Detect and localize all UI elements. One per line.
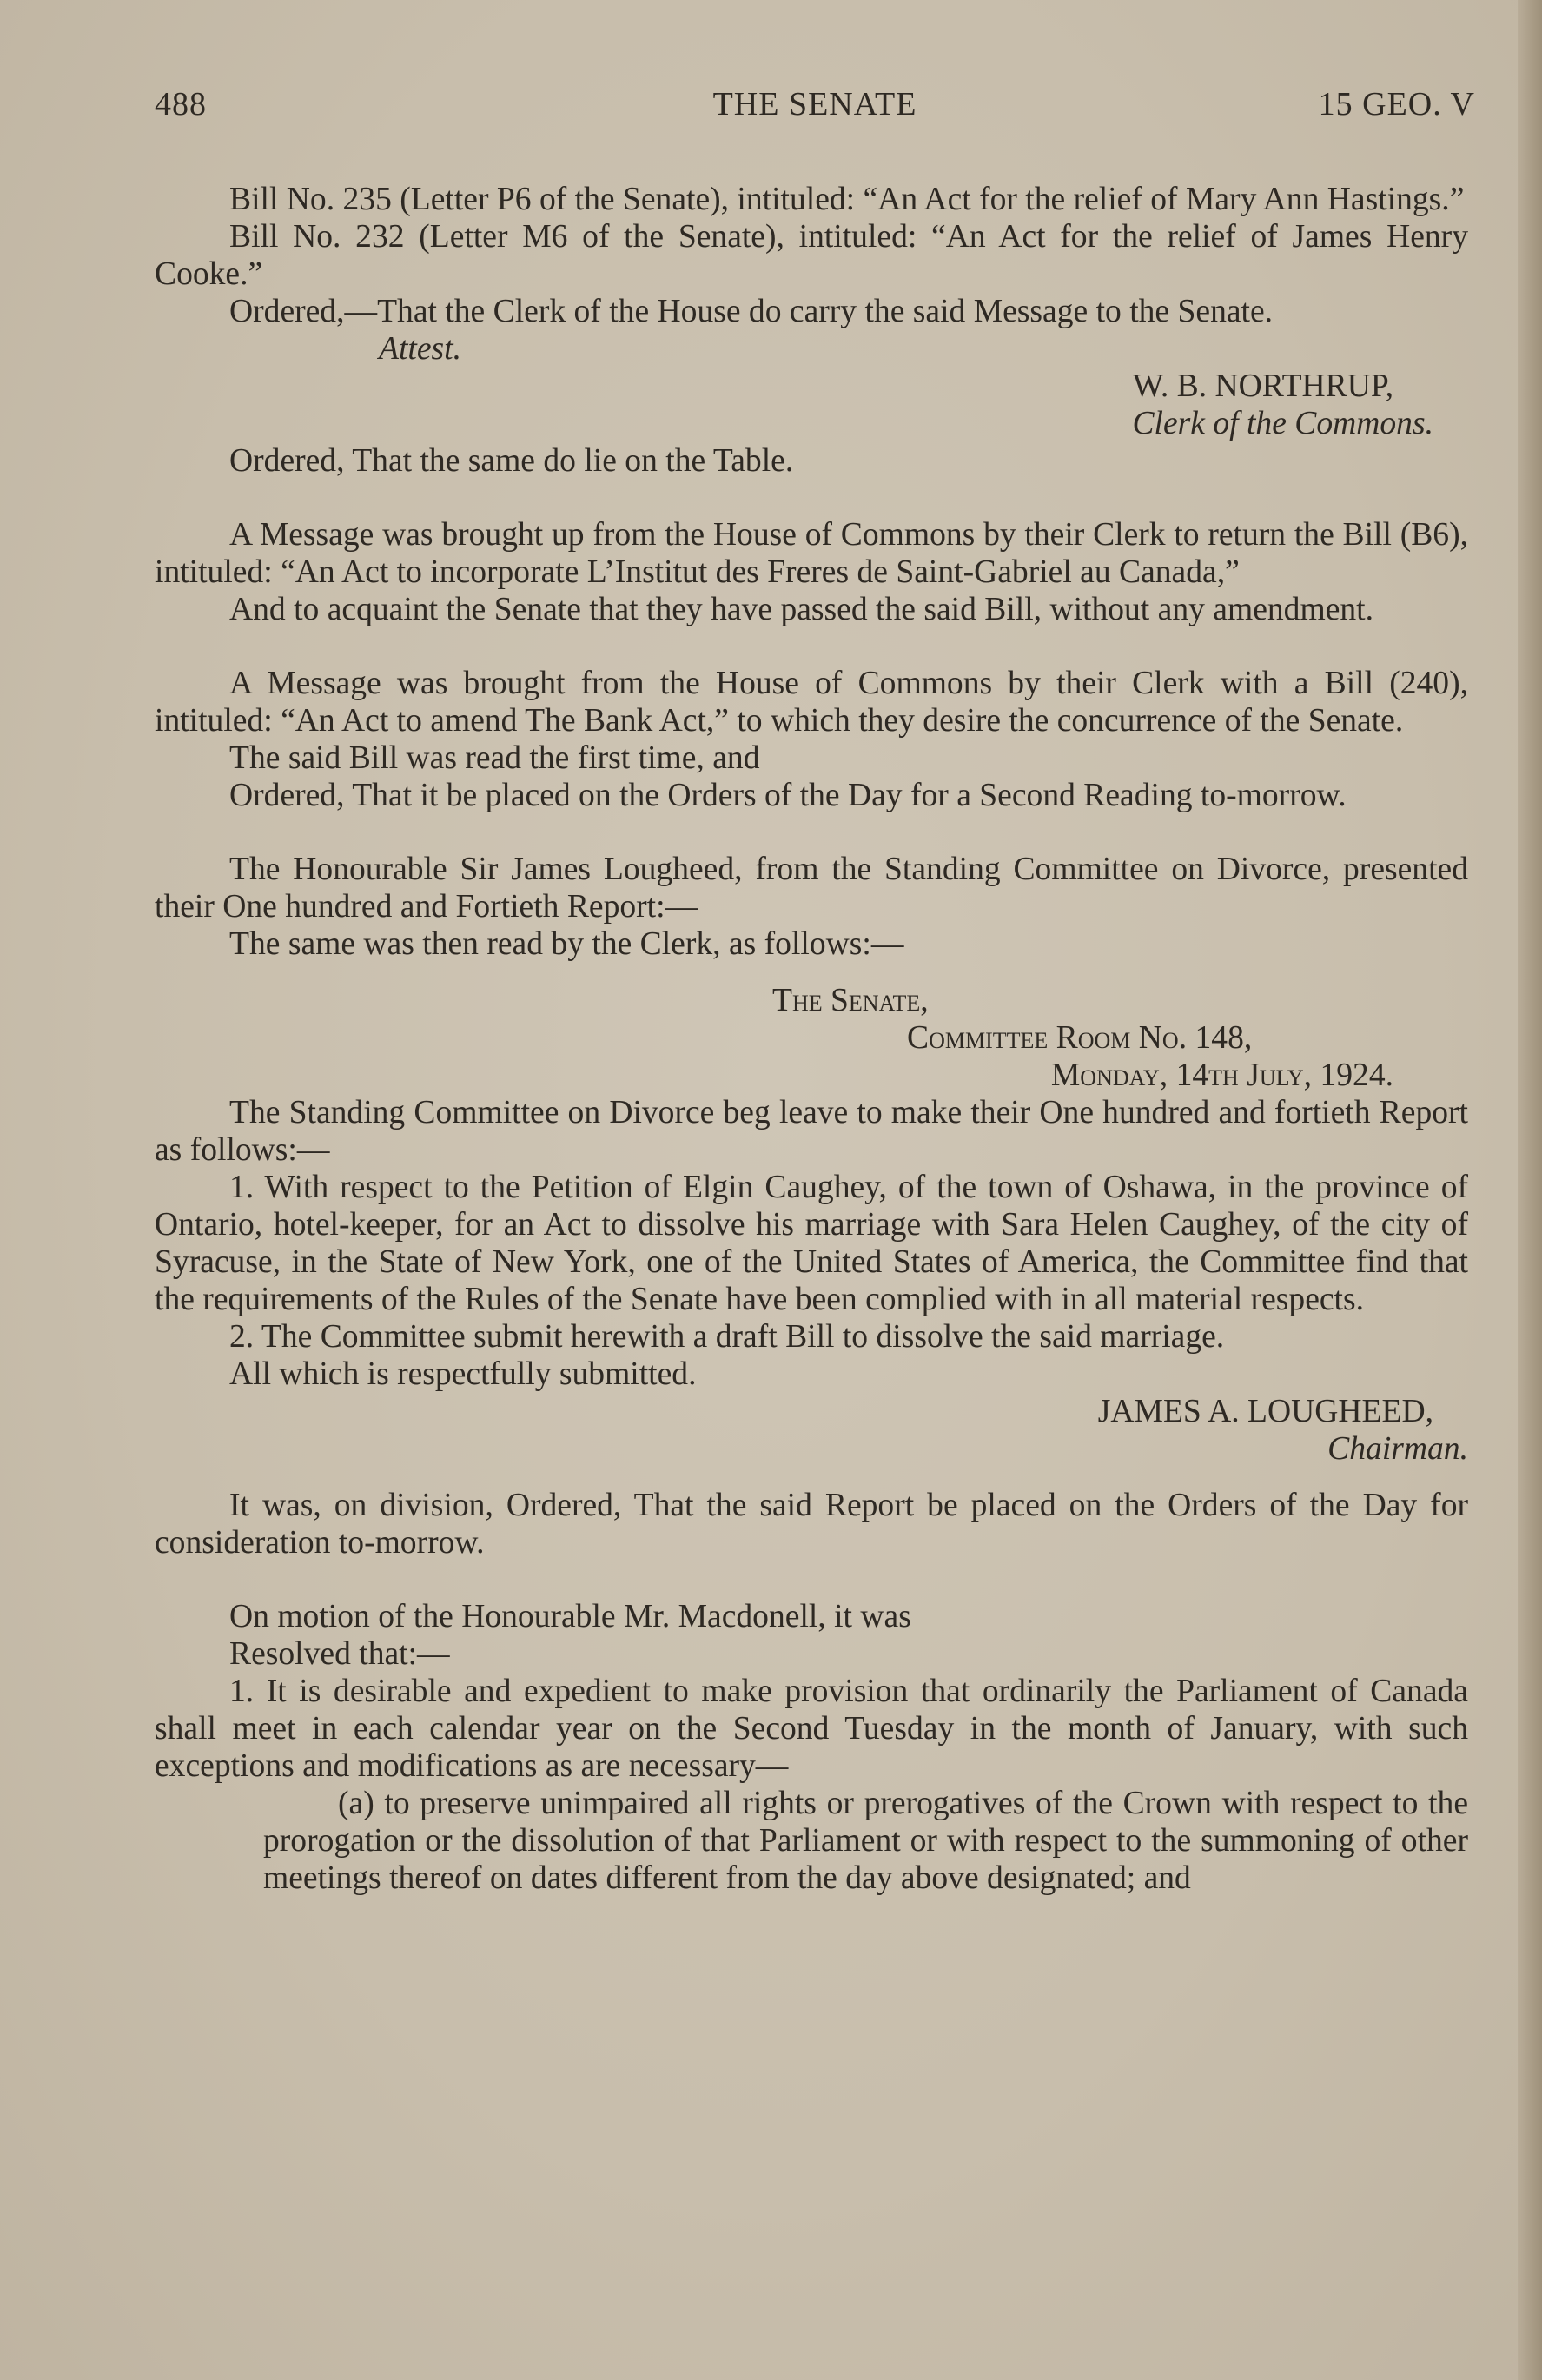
attest-label: Attest. [379,331,461,367]
signature-name-northrup: W. B. NORTHRUP, [1132,368,1393,404]
paragraph-lougheed-present: The Honourable Sir James Lougheed, from the Standing Committee on Divorce, presented their One hundred and Fortieth Report:— [155,852,1468,925]
paragraph-second-reading: Ordered, That it be placed on the Orders of the Day for a Second Reading to-morrow. [229,778,1347,813]
signature-title-chairman: Chairman. [1327,1431,1468,1467]
paragraph-bill-232: Bill No. 232 (Letter M6 of the Senate), intituled: “An Act for the relief of James Henry Cooke.” [155,219,1468,292]
address-date: Monday, 14th July, 1924. [1050,1057,1393,1093]
paragraph-read-by-clerk: The same was then read by the Clerk, as follows:— [229,926,904,962]
report-item-2: 2. The Committee submit herewith a draft Bill to dissolve the said marriage. [229,1319,1225,1355]
resolution-item-1: 1. It is desirable and expedient to make provision that ordinarily the Parliament of Canada shall meet in each calendar year on the Second Tuesday in the month of January, with such exceptions and modifications as are necessary— [155,1674,1468,1784]
paragraph-submitted: All which is respectfully submitted. [229,1356,697,1392]
header-session: 15 GEO. V [1318,86,1475,123]
paragraph-ordered-table: Ordered, That the same do lie on the Table. [229,443,794,479]
paragraph-ordered-clerk: Ordered,—That the Clerk of the House do carry the said Message to the Senate. [229,294,1274,329]
page-body [155,181,1468,1897]
paragraph-first-time: The said Bill was read the first time, and [229,740,760,776]
paragraph-acquaint: And to acquaint the Senate that they have passed the said Bill, without any amendment. [229,592,1373,627]
address-senate: The Senate, [772,983,929,1018]
report-item-1: 1. With respect to the Petition of Elgin Caughey, of the town of Oshawa, in the province of Ontario, hotel-keeper, for an Act to dissolve his marriage with Sara Helen Caughey, of the city of Syracuse, in the State of New York, one of the United States of America, the Committee find that the requirements of the Rules of the Senate have been complied with in all material respects. [155,1170,1468,1317]
running-header [155,85,1475,129]
paragraph-resolved: Resolved that:— [229,1636,450,1672]
header-title: THE SENATE [712,86,917,123]
paragraph-on-division: It was, on division, Ordered, That the said Report be placed on the Orders of the Day for consideration to-morrow. [155,1488,1468,1561]
paragraph-bill-235: Bill No. 235 (Letter P6 of the Senate), intituled: “An Act for the relief of Mary Ann Hastings.” [229,182,1465,217]
paragraph-message-240: A Message was brought from the House of Commons by their Clerk with a Bill (240), intituled: “An Act to amend The Bank Act,” to which they desire the concurrence of the Senate. [155,666,1468,739]
resolution-item-1a: (a) to preserve unimpaired all rights or prerogatives of the Crown with respect to the prorogation or the dissolution of that Parliament or with respect to the summoning of other meetings thereof on dates different from the day above designated; and [263,1786,1468,1896]
signature-title-clerk: Clerk of the Commons. [1132,406,1433,441]
paragraph-motion: On motion of the Honourable Mr. Macdonell, it was [229,1599,911,1634]
page-number: 488 [155,86,207,123]
signature-name-lougheed: JAMES A. LOUGHEED, [1097,1394,1433,1429]
paragraph-message-b6: A Message was brought up from the House of Commons by their Clerk to return the Bill (B6), intituled: “An Act to incorporate L’Institut des Freres de Saint-Gabriel au Canada,” [155,517,1468,590]
page-edge [1518,0,1542,2380]
paragraph-committee-intro: The Standing Committee on Divorce beg leave to make their One hundred and fortieth Report as follows:— [155,1095,1468,1168]
address-committee-room: Committee Room No. 148, [907,1020,1253,1056]
